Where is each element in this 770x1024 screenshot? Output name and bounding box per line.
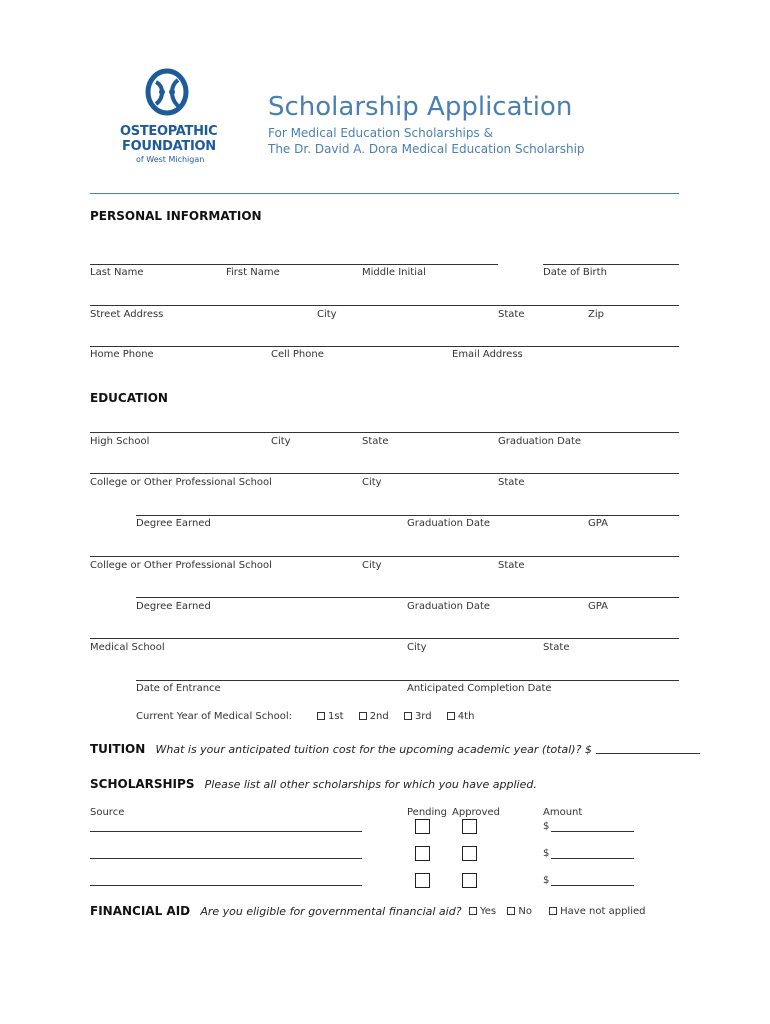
degree-1-label: Degree Earned: [136, 518, 211, 529]
foundation-logo: [112, 68, 222, 168]
financial-aid-options: [469, 906, 645, 917]
checkbox-icon[interactable]: [359, 712, 367, 720]
pending-checkbox-2[interactable]: [415, 846, 430, 861]
scholarships-label: SCHOLARSHIPS: [90, 777, 195, 791]
scholarships-row: [90, 777, 537, 791]
degree-1-field-line[interactable]: [136, 515, 679, 516]
checkbox-icon[interactable]: [447, 712, 455, 720]
college-2-city-label: City: [362, 560, 382, 571]
year-option-2nd[interactable]: 2nd: [359, 711, 389, 722]
amount-field-1[interactable]: [551, 831, 634, 832]
high-school-label: High School: [90, 436, 150, 447]
logo-line-2: FOUNDATION: [122, 139, 216, 154]
college-2-field-line[interactable]: [90, 556, 679, 557]
state-label: State: [498, 309, 525, 320]
financial-aid-label: FINANCIAL AID: [90, 904, 191, 918]
pending-checkbox-3[interactable]: [415, 873, 430, 888]
amount-header: Amount: [543, 807, 583, 818]
degree-1-gpa-label: GPA: [588, 518, 608, 529]
college-1-city-label: City: [362, 477, 382, 488]
med-city-label: City: [407, 642, 427, 653]
aid-option-no[interactable]: No: [507, 906, 532, 917]
college-1-state-label: State: [498, 477, 525, 488]
checkbox-icon[interactable]: [317, 712, 325, 720]
source-header: Source: [90, 807, 125, 818]
logo-line-3: of West Michigan: [136, 155, 205, 164]
hs-city-label: City: [271, 436, 291, 447]
checkbox-icon[interactable]: [549, 907, 557, 915]
street-label: Street Address: [90, 309, 164, 320]
degree-2-graduation-label: Graduation Date: [407, 601, 491, 612]
home-phone-label: Home Phone: [90, 349, 154, 360]
tuition-label: TUITION: [90, 742, 146, 756]
tuition-amount-field[interactable]: [596, 742, 700, 754]
aid-option-not-applied[interactable]: Have not applied: [549, 906, 645, 917]
year-option-1st[interactable]: 1st: [317, 711, 344, 722]
college-2-label: College or Other Professional School: [90, 560, 272, 571]
approved-checkbox-3[interactable]: [462, 873, 477, 888]
scholarships-prompt: Please list all other scholarships for which you have applied.: [204, 778, 537, 791]
dob-field-line[interactable]: [543, 264, 679, 265]
email-label: Email Address: [452, 349, 523, 360]
completion-label: Anticipated Completion Date: [407, 683, 552, 694]
first-name-label: First Name: [226, 267, 280, 278]
zip-label: Zip: [588, 309, 604, 320]
source-field-3[interactable]: [90, 885, 362, 886]
checkbox-icon[interactable]: [404, 712, 412, 720]
financial-aid-row: [90, 904, 462, 918]
page-subtitle-1: For Medical Education Scholarships &: [268, 126, 493, 140]
tuition-question: What is your anticipated tuition cost for the upcoming academic year (total)? $: [155, 743, 592, 756]
logo-emblem-icon: [142, 68, 192, 118]
year-option-3rd[interactable]: 3rd: [404, 711, 432, 722]
tuition-row: [90, 742, 700, 756]
dollar-sign-3: $: [543, 875, 550, 886]
source-field-2[interactable]: [90, 858, 362, 859]
approved-checkbox-1[interactable]: [462, 819, 477, 834]
current-year-options: [317, 711, 486, 722]
last-name-label: Last Name: [90, 267, 144, 278]
dob-label: Date of Birth: [543, 267, 607, 278]
high-school-field-line[interactable]: [90, 432, 679, 433]
page-title: Scholarship Application: [268, 92, 573, 122]
degree-1-graduation-label: Graduation Date: [407, 518, 491, 529]
pending-header: Pending: [407, 807, 447, 818]
current-year-label: Current Year of Medical School:: [136, 711, 292, 722]
name-field-line[interactable]: [90, 264, 498, 265]
page-subtitle-2: The Dr. David A. Dora Medical Education Scholarship: [268, 142, 585, 156]
degree-2-gpa-label: GPA: [588, 601, 608, 612]
financial-aid-question: Are you eligible for governmental financial aid?: [200, 905, 462, 918]
entrance-label: Date of Entrance: [136, 683, 221, 694]
entrance-field-line[interactable]: [136, 680, 679, 681]
contact-field-line[interactable]: [90, 346, 679, 347]
address-field-line[interactable]: [90, 305, 679, 306]
city-label: City: [317, 309, 337, 320]
checkbox-icon[interactable]: [507, 907, 515, 915]
aid-option-yes[interactable]: Yes: [469, 906, 496, 917]
college-1-label: College or Other Professional School: [90, 477, 272, 488]
dollar-sign-1: $: [543, 821, 550, 832]
med-state-label: State: [543, 642, 570, 653]
source-field-1[interactable]: [90, 831, 362, 832]
personal-heading: PERSONAL INFORMATION: [90, 209, 262, 223]
checkbox-icon[interactable]: [469, 907, 477, 915]
college-1-field-line[interactable]: [90, 473, 679, 474]
hs-graduation-label: Graduation Date: [498, 436, 582, 447]
hs-state-label: State: [362, 436, 389, 447]
logo-line-1: OSTEOPATHIC: [120, 124, 218, 139]
degree-2-field-line[interactable]: [136, 597, 679, 598]
year-option-4th[interactable]: 4th: [447, 711, 475, 722]
amount-field-2[interactable]: [551, 858, 634, 859]
amount-field-3[interactable]: [551, 885, 634, 886]
approved-header: Approved: [452, 807, 500, 818]
medical-school-field-line[interactable]: [90, 638, 679, 639]
medical-school-label: Medical School: [90, 642, 165, 653]
middle-initial-label: Middle Initial: [362, 267, 426, 278]
college-2-state-label: State: [498, 560, 525, 571]
dollar-sign-2: $: [543, 848, 550, 859]
header-divider: [90, 193, 679, 194]
approved-checkbox-2[interactable]: [462, 846, 477, 861]
cell-phone-label: Cell Phone: [271, 349, 324, 360]
education-heading: EDUCATION: [90, 391, 168, 405]
pending-checkbox-1[interactable]: [415, 819, 430, 834]
degree-2-label: Degree Earned: [136, 601, 211, 612]
